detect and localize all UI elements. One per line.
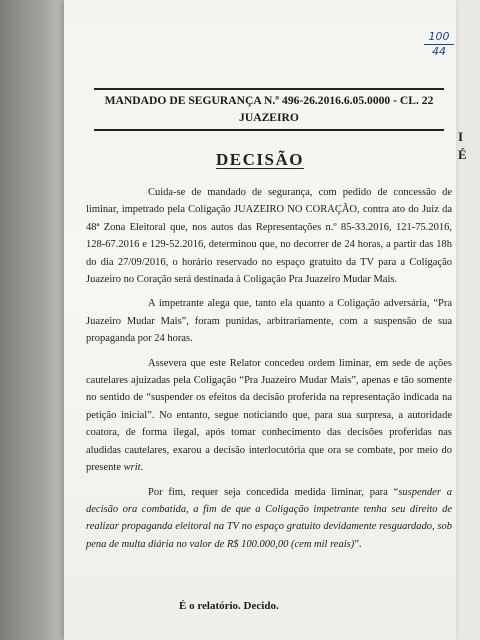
case-header-line2: JUAZEIRO xyxy=(239,111,299,124)
paragraph-3-italic: writ xyxy=(123,462,141,474)
edge-char: É xyxy=(458,147,467,162)
left-binding-shadow xyxy=(0,0,70,640)
paragraph-3-text: Assevera que este Relator concedeu ordem liminar, em sede de ações cautelares ajuizadas pela Coligação “Pra Juazeiro Mudar Mais”, apenas e tão somente no sentido de “suspender os efeitos da decisão proferida na representação indicada na petição inicial”. No entanto, segue noticiando que, para sua surpresa, a autoridade coatora, de forma ilegal, após tomar conhecimento das decisões proferidas nas aludidas cautelares, exarou a decisão interlocutória que ora se combate, por meio do presente xyxy=(86,357,452,474)
document-title-text: DECISÃO xyxy=(216,150,304,169)
edge-char: I xyxy=(458,129,464,144)
paragraph-3 xyxy=(86,355,452,477)
document-body xyxy=(86,184,452,560)
case-header xyxy=(94,88,444,131)
page-number-bottom: 44 xyxy=(432,45,446,58)
case-header-line1: MANDADO DE SEGURANÇA N.º 496-26.2016.6.05.0000 - CL. 22 xyxy=(104,94,434,107)
paragraph-4-italic: suspender a decisão ora combatida, a fim de que a Coligação impetrante tenha seu direito de realizar propaganda eleitoral na TV no espaço gratuito devidamente resguardado, sob pena de multa diária no valor de R$ 100.000,00 (cem mil reais) xyxy=(86,486,452,550)
paragraph-1: Cuida-se de mandado de segurança, com pedido de concessão de liminar, impetrado pela Coligação JUAZEIRO NO CORAÇÃO, contra ato do Juiz da 48ª Zona Eleitoral que, nos autos das Representações n.º 85-33.2016, 121-75.2016, 128-67.2016 e 129-52.2016, determinou que, no decorrer de 24 horas, a partir das 18h do dia 27/09/2016, o horário reservado no espaço gratuito da TV para a Coligação Juazeiro no Coração será destinada à Coligação Pra Juazeiro Mudar Mais. xyxy=(86,187,452,286)
document-page xyxy=(64,0,456,640)
paragraph-4-end: ”. xyxy=(354,538,362,550)
closing-line: É o relatório. Decido. xyxy=(179,600,279,612)
adjacent-page-text xyxy=(458,128,467,164)
page-number-top: 100 xyxy=(424,30,454,45)
handwritten-page-number xyxy=(424,30,454,59)
document-title xyxy=(64,150,456,170)
paragraph-2: A impetrante alega que, tanto ela quanto a Coligação adversária, “Pra Juazeiro Mudar Mais”, foram punidas, arbitrariamente, com a suspensão de sua propaganda por 24 horas. xyxy=(86,298,452,345)
paragraph-3-end: . xyxy=(140,462,144,474)
pen-mark xyxy=(459,580,480,640)
paragraph-4 xyxy=(86,484,452,554)
paragraph-4-text: Por fim, requer seja concedida medida liminar, para “ xyxy=(148,486,399,498)
